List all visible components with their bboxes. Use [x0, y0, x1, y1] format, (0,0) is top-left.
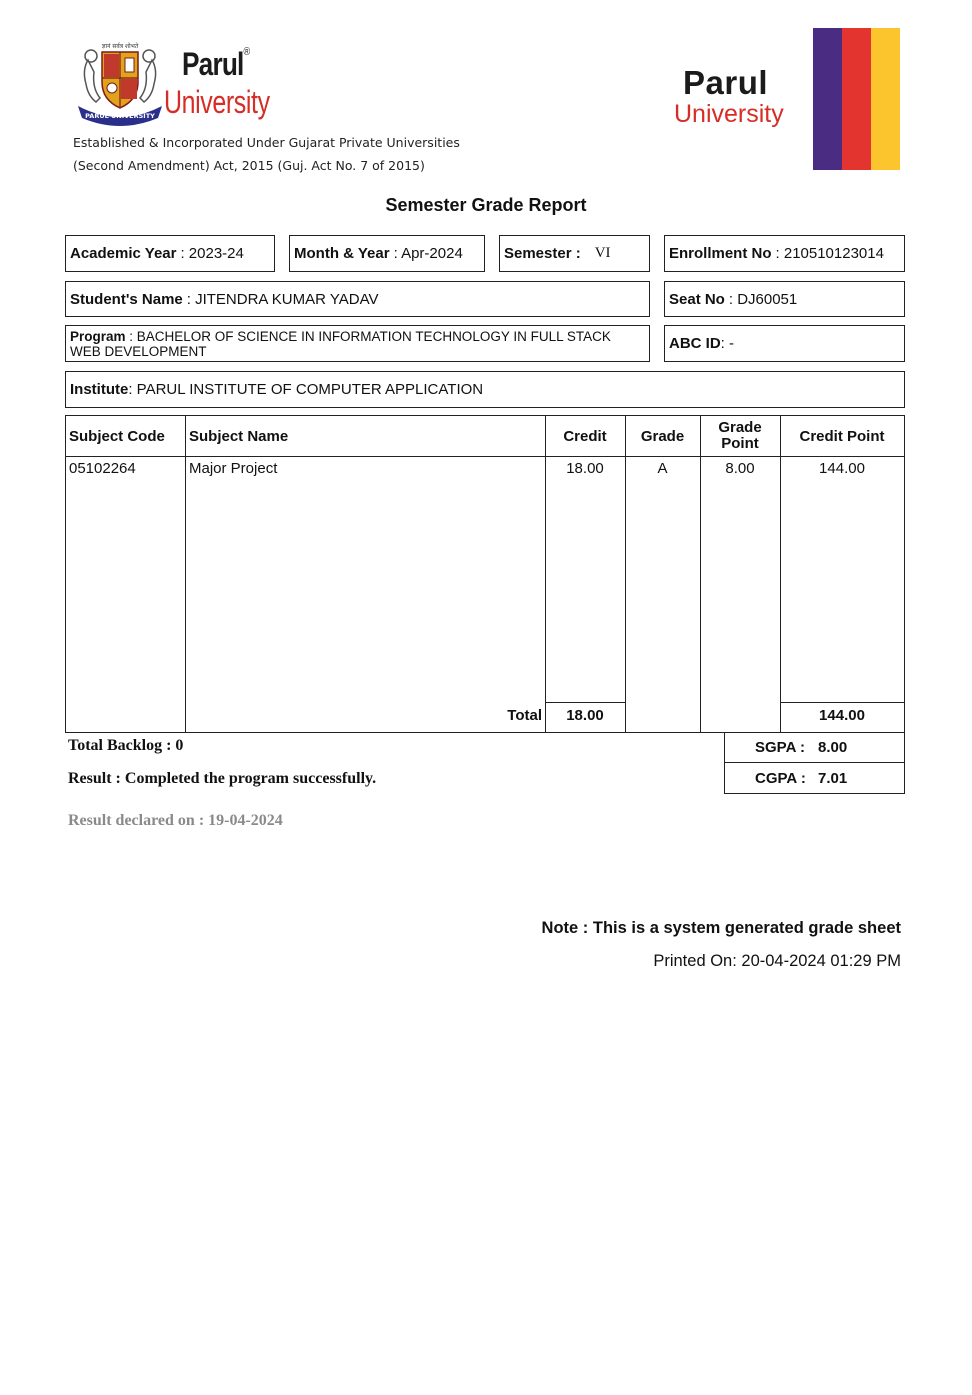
semester-box — [499, 235, 650, 272]
seat-no-label: Seat No — [669, 290, 725, 308]
row-subject-code: 05102264 — [69, 460, 136, 477]
program-box — [65, 325, 650, 362]
logo-right-parul: Parul — [683, 64, 769, 101]
header-credit-point: Credit Point — [799, 428, 885, 445]
total-backlog: Total Backlog : 0 — [68, 737, 184, 754]
total-label: Total — [507, 707, 542, 724]
sgpa-box — [724, 732, 905, 763]
enrollment-box — [664, 235, 905, 272]
month-year-box — [289, 235, 485, 272]
system-note: Note : This is a system generated grade sheet — [541, 919, 901, 937]
col-divider-1 — [185, 416, 186, 732]
result-text: Result : Completed the program successfully. — [68, 770, 377, 787]
academic-year-label: Academic Year — [70, 245, 177, 262]
logo-left-parul — [182, 46, 249, 83]
logo-left-parul-text: Parul — [182, 46, 244, 82]
header-credit: Credit — [563, 428, 607, 445]
total-credit: 18.00 — [566, 707, 604, 724]
month-year-label: Month & Year — [294, 245, 390, 262]
student-name-label: Student's Name — [70, 290, 183, 308]
established-line-2: (Second Amendment) Act, 2015 (Guj. Act No. 7 of 2015) — [73, 158, 425, 173]
university-emblem — [74, 40, 166, 130]
cgpa-box — [724, 762, 905, 794]
abc-id-label: ABC ID — [669, 335, 721, 352]
academic-year-box — [65, 235, 275, 272]
institute-value: : PARUL INSTITUTE OF COMPUTER APPLICATION — [128, 381, 484, 398]
printed-on: Printed On: 20-04-2024 01:29 PM — [653, 952, 901, 970]
header-grade: Grade — [640, 428, 685, 445]
header-grade-point: Grade Point — [718, 419, 762, 452]
semester-value: VI — [594, 245, 611, 261]
enrollment-label: Enrollment No — [669, 245, 772, 262]
row-grade: A — [657, 460, 668, 477]
row-subject-name: Major Project — [189, 460, 278, 477]
program-label: Program — [70, 329, 126, 344]
student-name-box — [65, 281, 650, 317]
total-divider-credit-point — [780, 702, 904, 703]
program-value: : BACHELOR OF SCIENCE IN INFORMATION TECHNOLOGY IN FULL STACK WEB DEVELOPMENT — [70, 329, 611, 359]
stripe-yellow — [871, 28, 900, 170]
stripe-purple — [813, 28, 842, 170]
seat-no-value: : DJ60051 — [728, 290, 798, 308]
student-name-value: : JITENDRA KUMAR YADAV — [186, 290, 379, 308]
row-credit: 18.00 — [566, 460, 604, 477]
row-credit-point: 144.00 — [819, 460, 865, 477]
enrollment-value: : 210510123014 — [775, 245, 884, 262]
registered-mark: ® — [243, 46, 250, 58]
cgpa-label: CGPA : — [755, 769, 806, 787]
total-credit-point: 144.00 — [819, 707, 865, 724]
cgpa-value: 7.01 — [818, 769, 848, 787]
abc-id-value: : - — [720, 335, 735, 352]
header-subject-name: Subject Name — [189, 428, 289, 445]
header-divider — [66, 456, 904, 457]
sgpa-value: 8.00 — [818, 739, 848, 756]
emblem-top-text: ज्ञानं सर्वत्र शोभते — [101, 43, 139, 50]
stripe-red — [842, 28, 871, 170]
academic-year-value: : 2023-24 — [180, 245, 244, 262]
emblem-ribbon-text: PARUL UNIVERSITY — [85, 112, 155, 120]
established-line-1: Established & Incorporated Under Gujarat Private Universities — [73, 135, 460, 150]
semester-label: Semester : — [504, 245, 581, 262]
institute-label: Institute — [70, 381, 129, 398]
header-subject-code: Subject Code — [69, 428, 165, 445]
grade-table — [65, 415, 905, 733]
logo-right-university: University — [674, 100, 784, 128]
seat-no-box — [664, 281, 905, 317]
brand-stripes — [813, 28, 900, 170]
institute-box — [65, 371, 905, 408]
row-grade-point: 8.00 — [725, 460, 755, 477]
total-divider-credit — [545, 702, 625, 703]
result-declared: Result declared on : 19-04-2024 — [68, 812, 283, 829]
abc-id-box — [664, 325, 905, 362]
sgpa-label: SGPA : — [755, 739, 806, 756]
logo-left-university: University — [164, 84, 270, 120]
month-year-value: : Apr-2024 — [393, 245, 463, 262]
report-title: Semester Grade Report — [385, 195, 587, 215]
